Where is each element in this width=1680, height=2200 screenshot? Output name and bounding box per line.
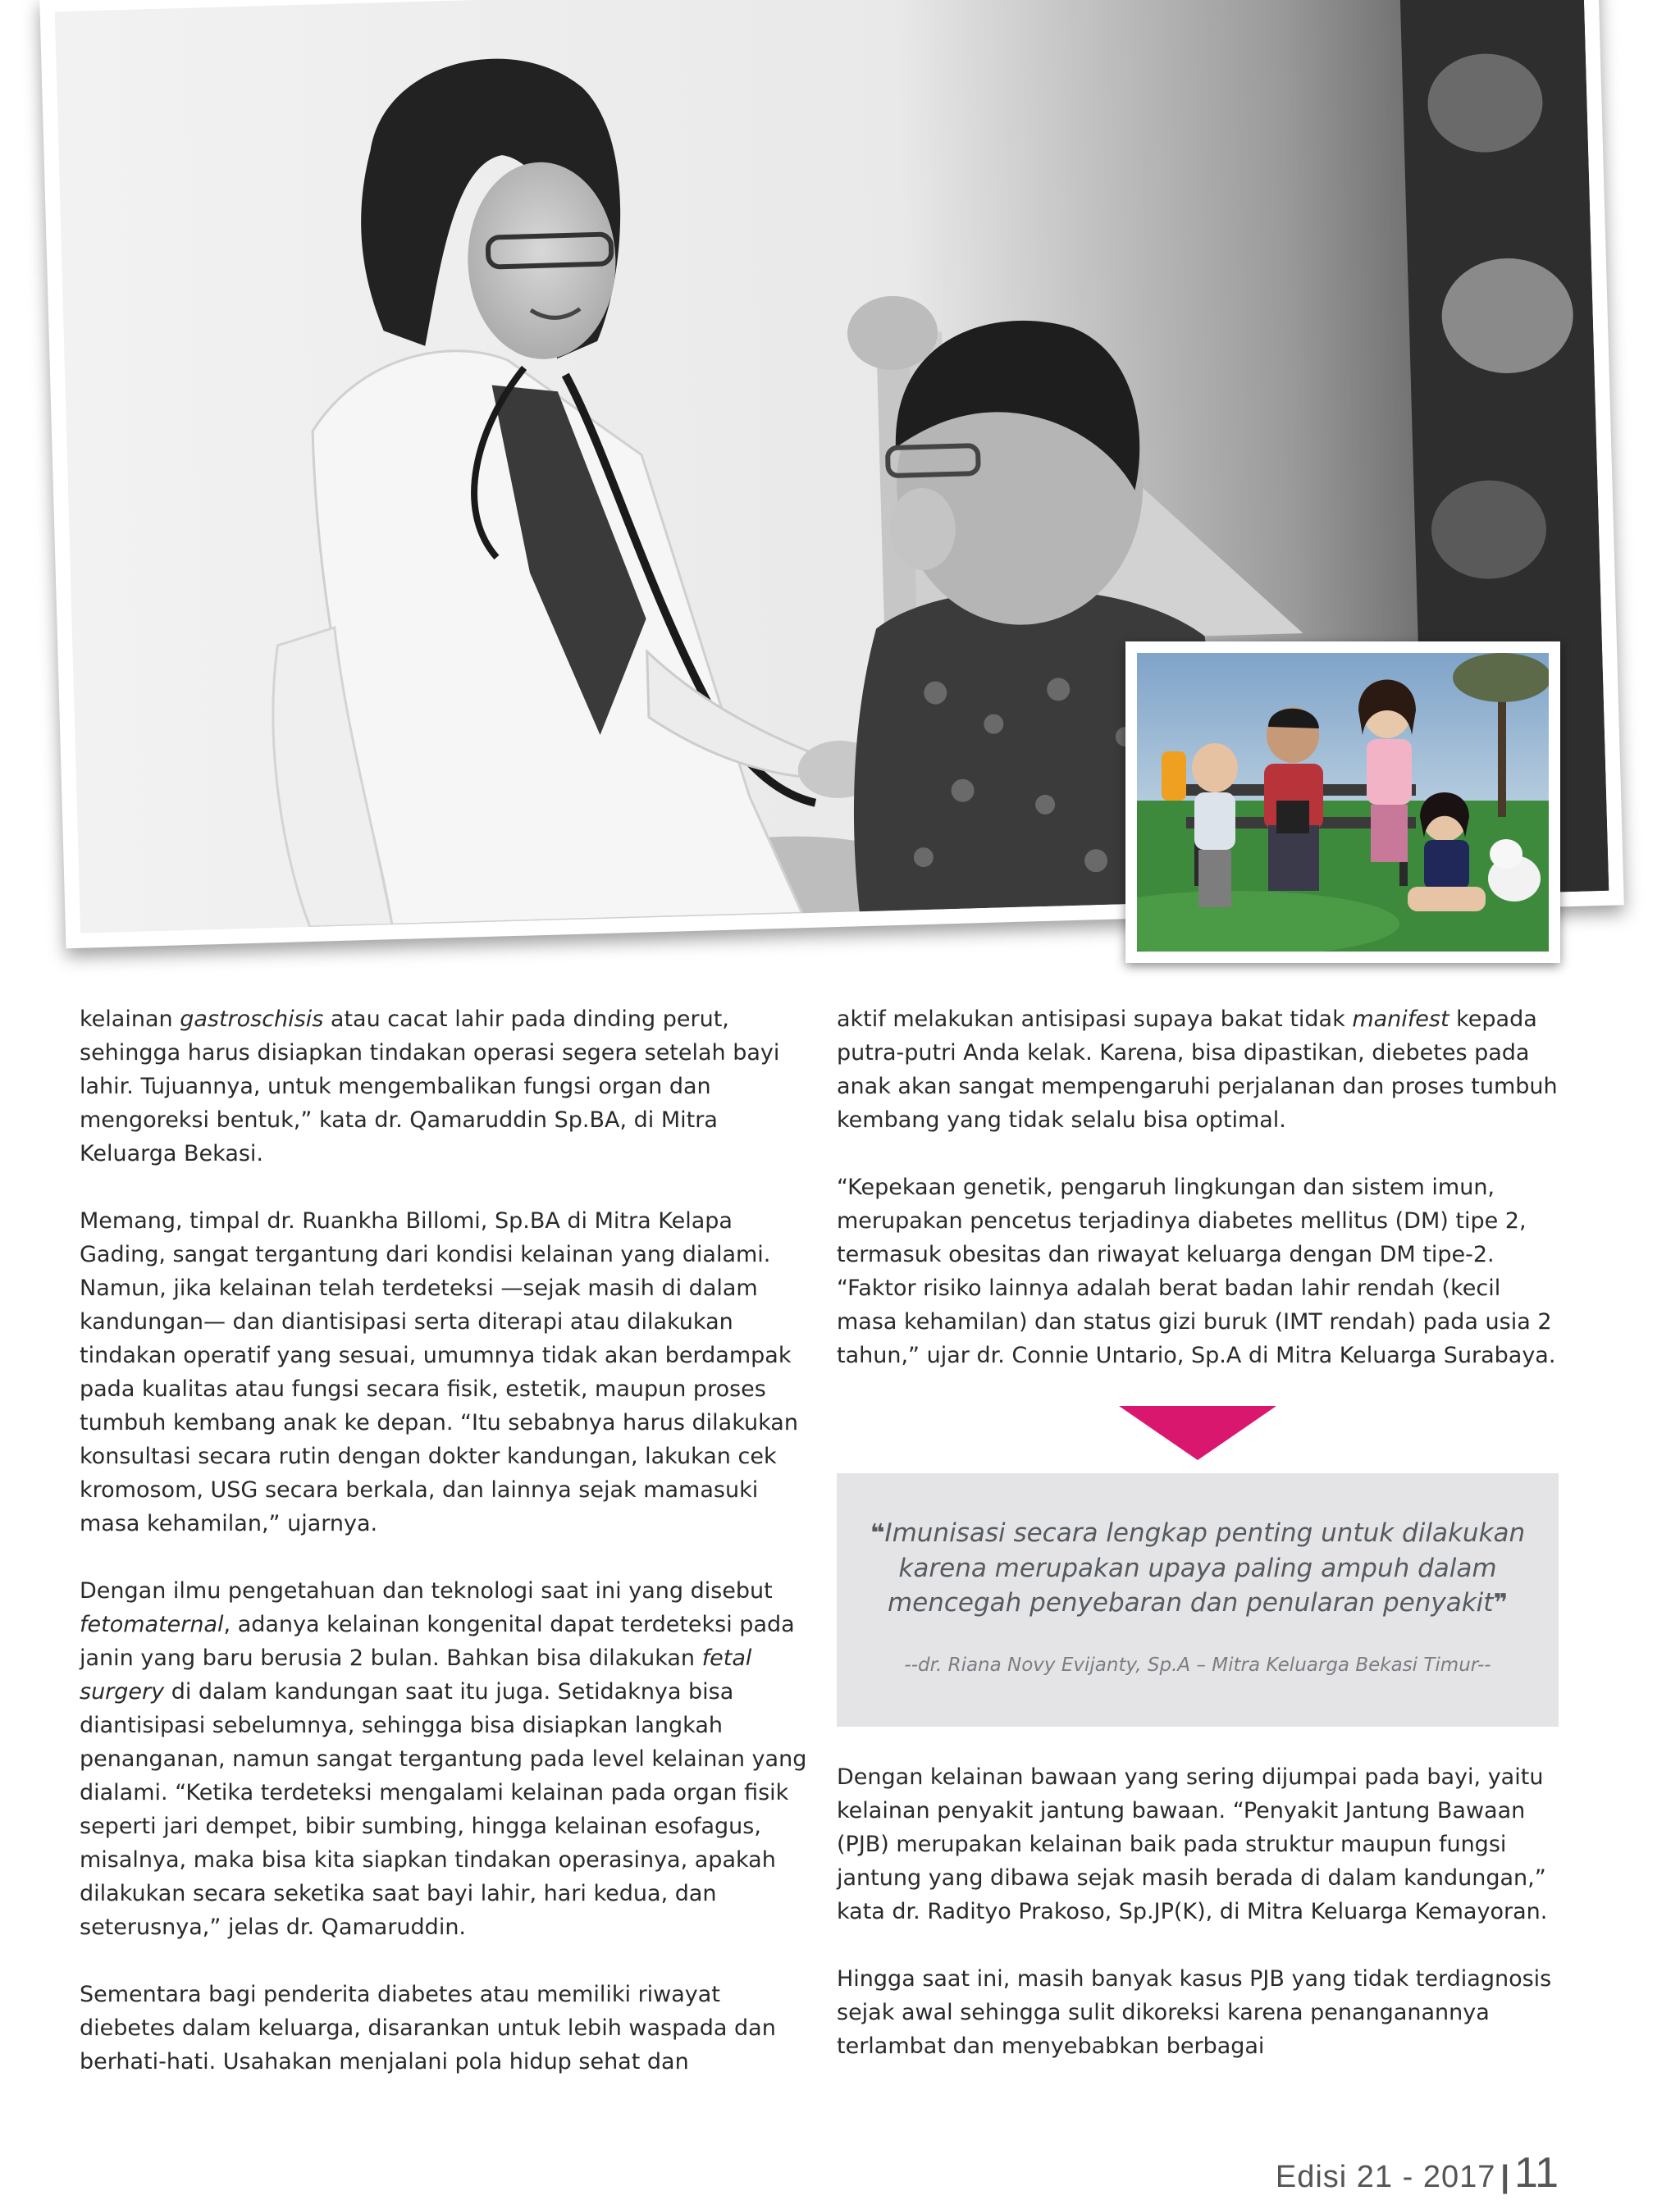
left-paragraph-3: Dengan ilmu pengetahuan dan teknologi saat ini yang disebut fetomaternal, adanya kelainan kongenital dapat terdeteksi pada janin yang baru berusia 2 bulan. Bahkan bisa dilakukan fetal surgery di dalam kandungan saat itu juga. Setidaknya bisa diantisipasi sebelumnya, sehingga bisa disiapkan langkah penanganan, namun sangat tergantung pada level kelainan yang dialami. “Ketika terdeteksi mengalami kelainan pada organ fisik seperti jari dempet, bibir sumbing, hingga kelainan esofagus, misalnya, maka bisa kita siapkan tindakan operasinya, apakah dilakukan secara seketika saat bayi lahir, hari kedua, dan seterusnya,” jelas dr. Qamaruddin. <box>80 1578 807 1940</box>
page-footer <box>1275 2149 1559 2198</box>
close-quote-icon: ❞ <box>1493 1589 1509 1618</box>
right-paragraph-1: aktif melakukan antisipasi supaya bakat tidak manifest kepada putra-putri Anda kelak. Karena, bisa dipastikan, diebetes pada anak akan sangat mempengaruhi perjalanan dan proses tumbuh kembang yang tidak selalu bisa optimal. <box>837 1006 1558 1133</box>
pull-quote <box>837 1406 1559 1727</box>
right-paragraph-4: Hingga saat ini, masih banyak kasus PJB yang tidak terdiagnosis sejak awal sehingga sulit dikoreksi karena penanganannya terlambat dan menyebabkan berbagai <box>837 1966 1552 2059</box>
right-paragraph-2: “Kepekaan genetik, pengaruh lingkungan dan sistem imun, merupakan pencetus terjadinya diabetes mellitus (DM) tipe 2, termasuk obesitas dan riwayat keluarga dengan DM tipe-2. “Faktor risiko lainnya adalah berat badan lahir rendah (kecil masa kehamilan) dan status gizi buruk (IMT rendah) pada usia 2 tahun,” ujar dr. Connie Untario, Sp.A di Mitra Keluarga Surabaya. <box>837 1175 1556 1368</box>
right-paragraph-3: Dengan kelainan bawaan yang sering dijumpai pada bayi, yaitu kelainan penyakit jantung bawaan. “Penyakit Jantung Bawaan (PJB) merupakan kelainan baik pada struktur maupun fungsi jantung yang dibawa sejak masih berada di dalam kandungan,” kata dr. Radityo Prakoso, Sp.JP(K), di Mitra Keluarga Kemayoran. <box>837 1764 1548 1924</box>
edition-label: Edisi 21 - 2017 <box>1275 2160 1496 2194</box>
inset-photo-children <box>1125 641 1560 963</box>
open-quote-icon: ❝ <box>870 1519 885 1548</box>
inset-photo-scene <box>1137 653 1549 952</box>
footer-separator: | <box>1500 2160 1510 2194</box>
left-paragraph-1: kelainan gastroschisis atau cacat lahir pada dinding perut, sehingga harus disiapkan tindakan operasi segera setelah bayi lahir. Tujuannya, untuk mengembalikan fungsi organ dan mengoreksi bentuk,” kata dr. Qamaruddin Sp.BA, di Mitra Keluarga Bekasi. <box>80 1006 780 1166</box>
left-paragraph-4: Sementara bagi penderita diabetes atau memiliki riwayat diebetes dalam keluarga, disarankan untuk lebih waspada dan berhati-hati. Usahakan menjalani pola hidup sehat dan <box>80 1982 776 2074</box>
page-number: 11 <box>1514 2149 1559 2197</box>
left-paragraph-2: Memang, timpal dr. Ruankha Billomi, Sp.BA di Mitra Kelapa Gading, sangat tergantung dari kondisi kelainan yang dialami. Namun, jika kelainan telah terdeteksi —sejak masih di dalam kandungan— dan diantisipasi serta diterapi atau dilakukan tindakan operatif yang sesuai, umumnya tidak akan berdampak pada kualitas atau fungsi secara fisik, estetik, maupun proses tumbuh kembang anak ke depan. “Itu sebabnya harus dilakukan konsultasi secara rutin dengan dokter kandungan, lakukan cek kromosom, USG secara berkala, dan lainnya sejak mamasuki masa kehamilan,” ujarnya. <box>80 1208 798 1536</box>
pull-quote-arrow-icon <box>1119 1406 1276 1460</box>
article-left-column <box>80 1002 818 2079</box>
pull-quote-text: ❝Imunisasi secara lengkap penting untuk dilakukan karena merupakan upaya paling ampuh dalam mencegah penyebaran dan penularan penyakit❞ <box>870 1518 1526 1618</box>
article-right-column <box>837 1002 1559 2063</box>
pull-quote-box <box>837 1473 1559 1727</box>
pull-quote-source: --dr. Riana Novy Evijanty, Sp.A – Mitra Keluarga Bekasi Timur-- <box>904 1655 1491 1676</box>
